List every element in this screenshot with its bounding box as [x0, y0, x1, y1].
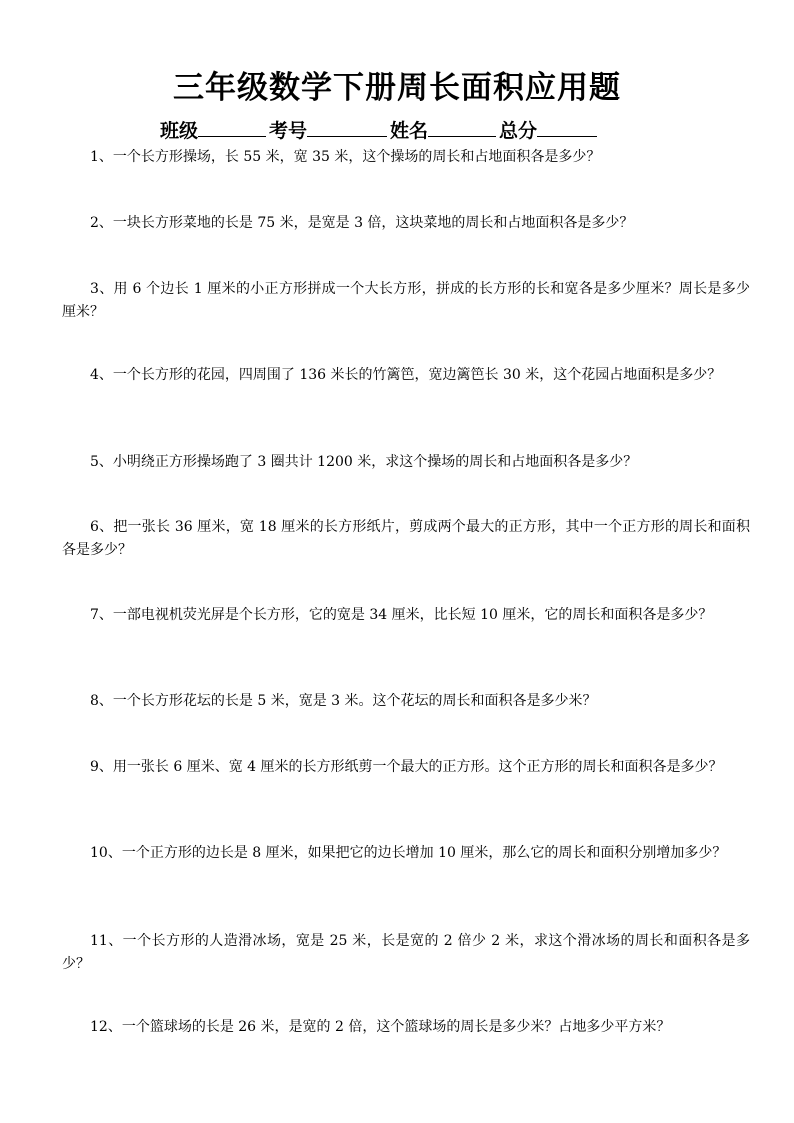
question-3: 3、用 6 个边长 1 厘米的小正方形拼成一个大长方形，拼成的长方形的长和宽各是多少厘米？周长是多少厘米？ — [62, 281, 750, 320]
question-10: 10、一个正方形的边长是 8 厘米，如果把它的边长增加 10 厘米，那么它的周长和面积分别增加多少？ — [90, 845, 727, 861]
exam-no-label: 考号 — [269, 120, 308, 142]
class-label: 班级 — [160, 120, 199, 142]
exam-no-blank[interactable] — [307, 118, 387, 137]
question-11: 11、一个长方形的人造滑冰场，宽是 25 米，长是宽的 2 倍少 2 米，求这个滑冰场的周长和面积各是多少？ — [62, 933, 750, 972]
question-4: 4、一个长方形的花园，四周围了 136 米长的竹篱笆，宽边篱笆长 30 米，这个花园占地面积是多少？ — [90, 367, 722, 383]
name-label: 姓名 — [390, 120, 429, 142]
question-7: 7、一部电视机荧光屏是个长方形，它的宽是 34 厘米，比长短 10 厘米，它的周长和面积各是多少？ — [90, 607, 713, 623]
class-blank[interactable] — [198, 118, 266, 137]
question-5: 5、小明绕正方形操场跑了 3 圈共计 1200 米，求这个操场的周长和占地面积各是多少？ — [90, 454, 638, 470]
name-blank[interactable] — [428, 118, 496, 137]
score-label: 总分 — [499, 120, 538, 142]
question-1: 1、一个长方形操场，长 55 米，宽 35 米，这个操场的周长和占地面积各是多少？ — [90, 149, 601, 165]
score-blank[interactable] — [537, 118, 597, 137]
page-title: 三年级数学下册周长面积应用题 — [173, 70, 621, 106]
question-8: 8、一个长方形花坛的长是 5 米，宽是 3 米。这个花坛的周长和面积各是多少米？ — [90, 693, 597, 709]
question-6: 6、把一张长 36 厘米，宽 18 厘米的长方形纸片，剪成两个最大的正方形，其中一个正方形的周长和面积各是多少？ — [62, 519, 750, 558]
student-info-line — [160, 116, 600, 143]
question-12: 12、一个篮球场的长是 26 米，是宽的 2 倍，这个篮球场的周长是多少米？占地多少平方米？ — [90, 1019, 671, 1035]
question-9: 9、用一张长 6 厘米、宽 4 厘米的长方形纸剪一个最大的正方形。这个正方形的周长和面积各是多少？ — [90, 759, 723, 775]
question-2: 2、一块长方形菜地的长是 75 米，是宽是 3 倍，这块菜地的周长和占地面积各是多少？ — [90, 215, 634, 231]
